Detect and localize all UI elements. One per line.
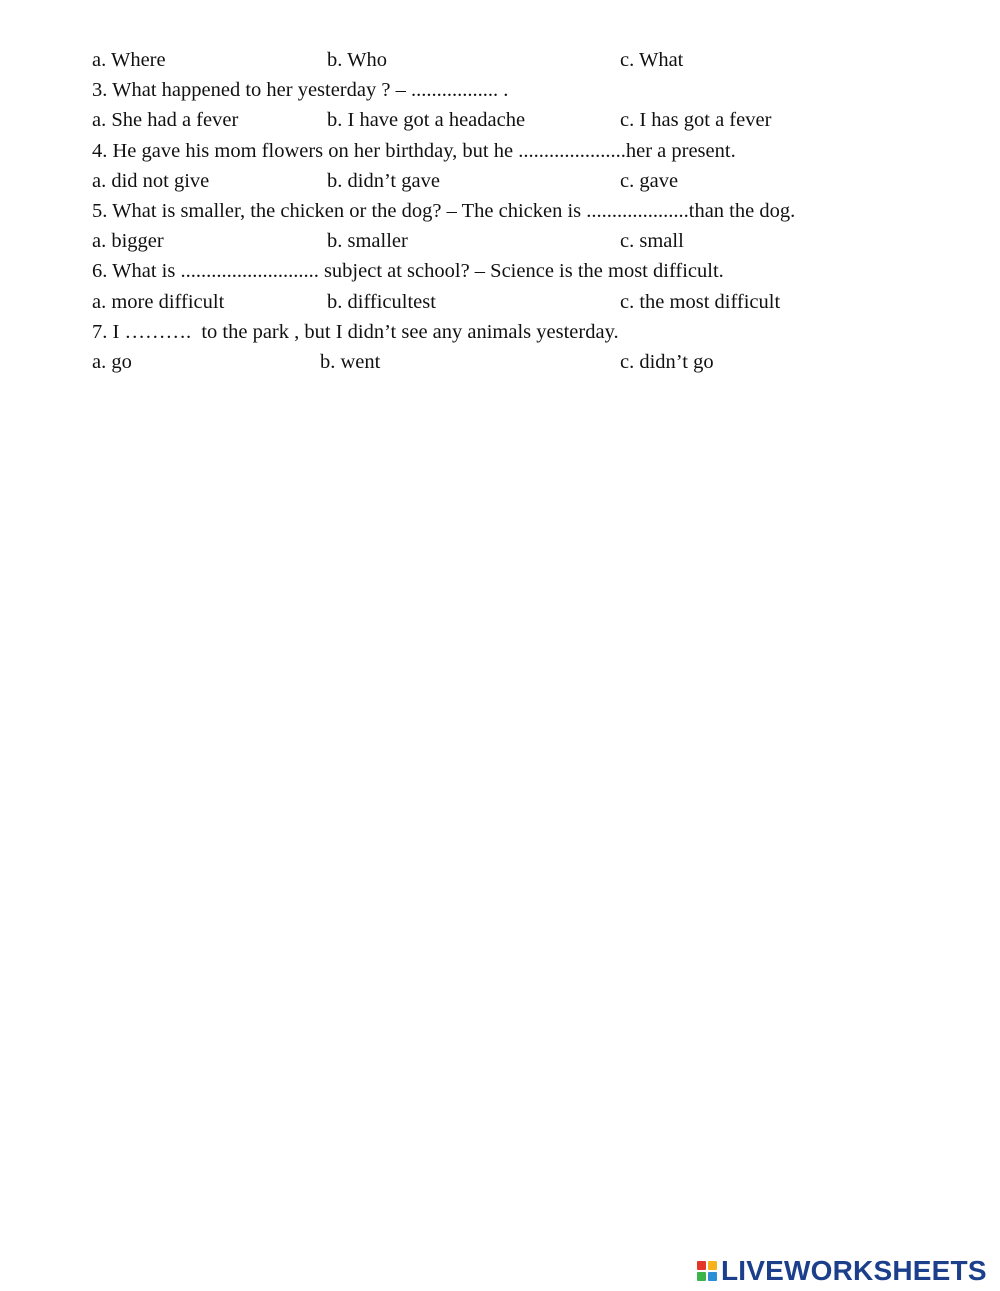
q2-option-b[interactable]: b. Who [327, 49, 387, 71]
logo-square-blue [708, 1272, 717, 1281]
liveworksheets-brand-text: LIVEWORKSHEETS [721, 1255, 987, 1286]
liveworksheets-logo [697, 1256, 987, 1286]
q3-option-a[interactable]: a. She had a fever [92, 109, 239, 131]
q7-option-c[interactable]: c. didn’t go [620, 351, 714, 373]
q3-option-b[interactable]: b. I have got a headache [327, 109, 526, 131]
q4-stem: 4. He gave his mom flowers on her birthday, but he .....................her a present. [92, 140, 736, 162]
q3-stem: 3. What happened to her yesterday ? – ................. . [92, 79, 509, 101]
q4-option-a[interactable]: a. did not give [92, 170, 210, 192]
q2-option-a[interactable]: a. Where [92, 49, 166, 71]
logo-square-red [697, 1261, 706, 1270]
q6-option-c[interactable]: c. the most difficult [620, 291, 781, 313]
q5-option-c[interactable]: c. small [620, 230, 684, 252]
logo-square-green [697, 1272, 706, 1281]
q6-option-a[interactable]: a. more difficult [92, 291, 225, 313]
q7-stem: 7. I ………. to the park , but I didn’t see any animals yesterday. [92, 321, 619, 343]
q7-option-a[interactable]: a. go [92, 351, 132, 373]
q5-option-a[interactable]: a. bigger [92, 230, 164, 252]
q4-option-c[interactable]: c. gave [620, 170, 679, 192]
q5-stem: 5. What is smaller, the chicken or the dog? – The chicken is ....................than the dog. [92, 200, 796, 222]
logo-square-yellow [708, 1261, 717, 1270]
q5-option-b[interactable]: b. smaller [327, 230, 408, 252]
q6-stem: 6. What is ........................... subject at school? – Science is the most difficult. [92, 260, 724, 282]
q7-option-b[interactable]: b. went [320, 351, 381, 373]
liveworksheets-logo-icon [697, 1261, 717, 1281]
q3-option-c[interactable]: c. I has got a fever [620, 109, 772, 131]
q6-option-b[interactable]: b. difficultest [327, 291, 436, 313]
q4-option-b[interactable]: b. didn’t gave [327, 170, 440, 192]
q2-option-c[interactable]: c. What [620, 49, 684, 71]
